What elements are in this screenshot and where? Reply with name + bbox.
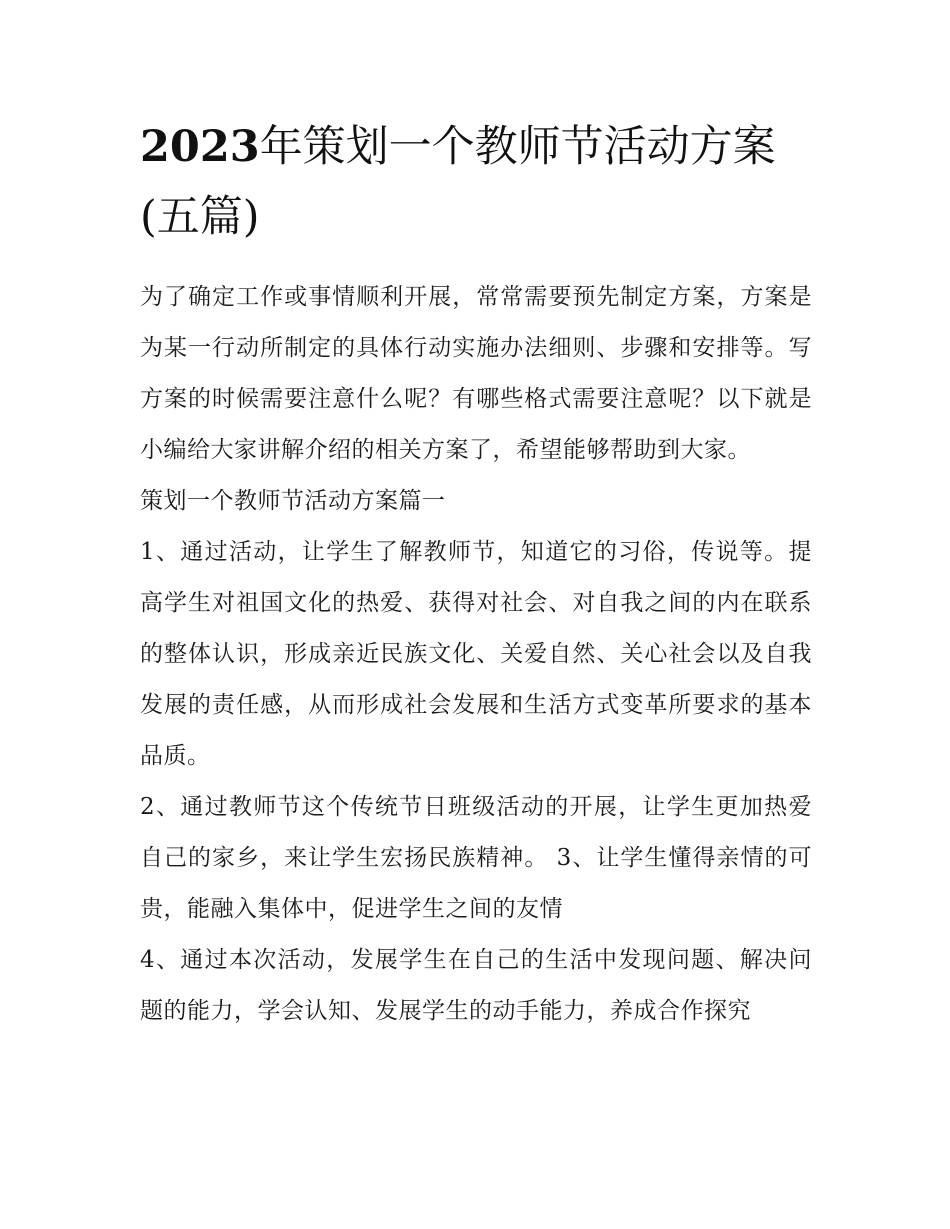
- section-heading: 策划一个教师节活动方案篇一: [140, 488, 446, 514]
- document-title: [140, 112, 812, 252]
- intro-paragraph: 为了确定工作或事情顺利开展，常常需要预先制定方案，方案是为某一行动所制定的具体行动实施办法细则、步骤和安排等。写方案的时候需要注意什么呢？有哪些格式需要注意呢？以下就是小编给大家讲解介绍的相关方案了，希望能够帮助到大家。: [140, 284, 812, 463]
- paragraph-point-1: 1、通过活动，让学生了解教师节，知道它的习俗，传说等。提高学生对祖国文化的热爱、获得对社会、对自我之间的内在联系的整体认识，形成亲近民族文化、关爱自然、关心社会以及自我发展的责任感，从而形成社会发展和生活方式变革所要求的基本品质。: [140, 539, 812, 769]
- paragraph-point-4: 4、通过本次活动，发展学生在自己的生活中发现问题、解决问题的能力，学会认知、发展学生的动手能力，养成合作探究: [140, 947, 812, 1024]
- title-year: 2023: [140, 122, 260, 172]
- document-page: [140, 112, 812, 1037]
- title-text: 年策划一个教师节活动方案(五篇): [140, 122, 776, 242]
- paragraph-point-2-3: 2、通过教师节这个传统节日班级活动的开展，让学生更加热爱自己的家乡，来让学生宏扬民族精神。 3、让学生懂得亲情的可贵，能融入集体中，促进学生之间的友情: [140, 794, 812, 922]
